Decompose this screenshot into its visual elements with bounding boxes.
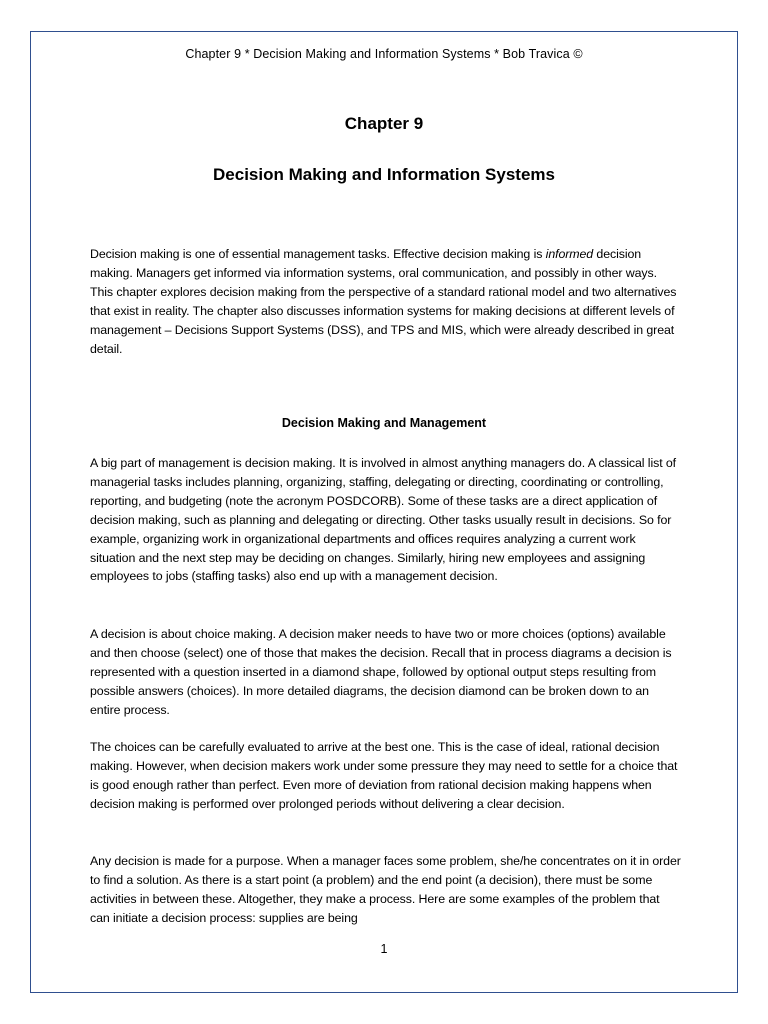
chapter-number: Chapter 9: [344, 114, 424, 133]
body-paragraph-4: Any decision is made for a purpose. When a manager faces some problem, she/he concentrates on it in order to find a solution. As there is a start point (a problem) and the end point (a decision), there must be some activities in between these. Altogether, they make a process. Here are some examples of the problem that can initiate a decision process: supplies are being: [90, 854, 681, 925]
running-header: Chapter 9 * Decision Making and Information Systems * Bob Travica ©: [185, 47, 583, 61]
intro-paragraph: [90, 245, 682, 358]
intro-emphasis: informed: [545, 247, 594, 261]
section-heading: Decision Making and Management: [281, 416, 487, 430]
body-paragraph-1: A big part of management is decision making. It is involved in almost anything managers do. A classical list of managerial tasks includes planning, organizing, staffing, delegating or directing, coordinating or controlling, reporting, and budgeting (note the acronym POSDCORB). Some of these tasks are a direct application of decision making, such as planning and delegating or directing. Other tasks usually result in decisions. So for example, organizing work in organizational departments and offices requires analyzing a current work situation and the next step may be deciding on changes. Similarly, hiring new employees and assigning employees to jobs (staffing tasks) also end up with a management decision.: [90, 456, 677, 584]
chapter-title: Decision Making and Information Systems: [213, 165, 555, 184]
page-number: 1: [380, 942, 388, 956]
body-paragraph-3: The choices can be carefully evaluated to arrive at the best one. This is the case of ideal, rational decision making. However, when decision makers work under some pressure they may need to settle for a choice that is good enough rather than perfect. Even more of deviation from rational decision making happens when decision making is performed over prolonged periods without delivering a clear decision.: [90, 740, 678, 811]
body-paragraph-2: A decision is about choice making. A decision maker needs to have two or more choices (options) available and then choose (select) one of those that makes the decision. Recall that in process diagrams a decision is represented with a question inserted in a diamond shape, followed by optional output steps resulting from possible answers (choices). In more detailed diagrams, the decision diamond can be broken down to an entire process.: [90, 627, 672, 717]
intro-text-end: decision making. Managers get informed via information systems, oral communication, and possibly in other ways. This chapter explores decision making from the perspective of a standard rational model and two alternatives that exist in reality. The chapter also discusses information systems for making decisions at different levels of management – Decisions Support Systems (DSS), and TPS and MIS, which were already described in great detail.: [90, 247, 677, 356]
intro-text-start: Decision making is one of essential management tasks. Effective decision making is: [90, 247, 546, 261]
